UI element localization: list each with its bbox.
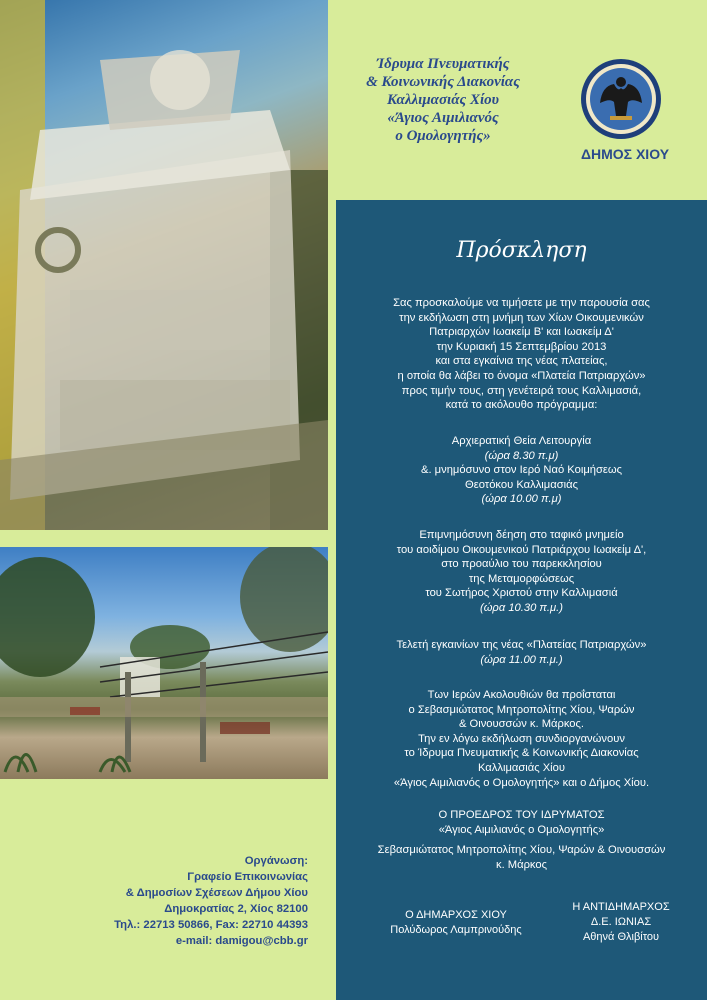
organization-email[interactable]: e-mail: damigou@cbb.gr (175, 935, 308, 947)
president-foundation: «Άγιος Αιμιλιανός ο Ομολογητής» (438, 823, 605, 836)
president-name: Σεβασμιώτατος Μητροπολίτης Χίου, Ψαρών & Οινουσσών (377, 844, 666, 857)
municipality-name: ΔΗΜΟΣ ΧΙΟΥ (580, 146, 670, 162)
president-name: κ. Μάρκος (495, 858, 548, 871)
municipality-logo (580, 58, 662, 140)
square-photo (0, 547, 328, 779)
intro-line: Πατριαρχών Ιωακείμ Β' και Ιωακείμ Δ' (429, 326, 614, 339)
square-illustration (0, 547, 328, 779)
foundation-line: ο Ομολογητής» (395, 128, 491, 144)
invitation-heading: Πρόσκληση (456, 238, 587, 263)
presiding-line: το Ίδρυμα Πνευματικής & Κοινωνικής Διακονίας (404, 747, 639, 760)
program-time: (ώρα 8.30 π.μ) (484, 449, 559, 462)
invitation-panel (336, 200, 707, 1000)
intro-line: την εκδήλωση στη μνήμη των Χίων Οικουμενικών (399, 311, 644, 324)
presiding-line: Την εν λόγω εκδήλωση συνδιοργανώνουν (418, 732, 625, 745)
intro-line: και στα εγκαίνια της νέας πλατείας, (435, 355, 608, 368)
organization-label: Οργάνωση: (244, 855, 308, 867)
program-line: της Μεταμορφώσεως (468, 572, 575, 585)
program-time: (ώρα 10.00 π.μ) (481, 493, 562, 506)
foundation-line: & Κοινωνικής Διακονίας (366, 74, 520, 90)
monument-illustration (0, 0, 328, 530)
presiding-line: Των Ιερών Ακολουθιών θα προΐσταται (427, 689, 616, 701)
program-memorial (336, 528, 707, 616)
program-line: του Σωτήρος Χριστού στην Καλλιμασιά (425, 587, 618, 600)
intro-line: προς τιμήν τους, στη γενέτειρά τους Καλλιμασιά, (401, 384, 642, 397)
organization-phone: Τηλ.: 22713 50866, Fax: 22710 44393 (114, 919, 308, 931)
program-line: Τελετή εγκαινίων της νέας «Πλατείας Πατριαρχών» (396, 639, 647, 651)
deputy-mayor-title: Η ΑΝΤΙΔΗΜΑΡΧΟΣ (572, 901, 670, 913)
foundation-line: «Άγιος Αιμιλιανός (387, 110, 499, 126)
program-line: Θεοτόκου Καλλιμασιάς (465, 478, 578, 491)
program-liturgy (336, 434, 707, 507)
program-line: του αοιδίμου Οικουμενικού Πατριάρχου Ιωακείμ Δ', (396, 543, 647, 556)
intro-line: η οποία θα λάβει το όνομα «Πλατεία Πατριαρχών» (397, 369, 646, 382)
foundation-line: Καλλιμασιάς Χίου (387, 92, 499, 108)
president-signature (336, 808, 707, 872)
foundation-title (337, 55, 549, 145)
intro-line: την Κυριακή 15 Σεπτεμβρίου 2013 (436, 340, 607, 353)
monument-photo (0, 0, 328, 530)
organization-address: Δημοκρατίας 2, Χίος 82100 (164, 903, 308, 915)
presiding-line: Καλλιμασιάς Χίου (477, 761, 566, 774)
program-time: (ώρα 11.00 π.μ.) (480, 653, 563, 666)
organization-line: Γραφείο Επικοινωνίας (187, 871, 308, 883)
mayor-title: Ο ΔΗΜΑΡΧΟΣ ΧΙΟΥ (405, 909, 507, 921)
invitation-intro (336, 296, 707, 413)
presiding-text (336, 688, 707, 790)
deputy-mayor-name: Αθηνά Θλιβίτου (582, 931, 660, 943)
intro-line: κατά το ακόλουθο πρόγραμμα: (445, 399, 598, 412)
mayor-signature (376, 908, 536, 938)
presiding-line: «Άγιος Αιμιλιανός ο Ομολογητής» και ο Δήμος Χίου. (393, 776, 650, 789)
program-time: (ώρα 10.30 π.μ.) (479, 601, 563, 614)
organization-line: & Δημοσίων Σχέσεων Δήμου Χίου (125, 887, 308, 899)
deputy-mayor-unit: Δ.Ε. ΙΩΝΙΑΣ (590, 916, 652, 928)
president-title: Ο ΠΡΟΕΔΡΟΣ ΤΟΥ ΙΔΡΥΜΑΤΟΣ (438, 809, 605, 821)
deputy-mayor-signature (546, 900, 696, 945)
program-line: Επιμνημόσυνη δέηση στο ταφικό μνημείο (419, 529, 624, 541)
program-line: στο προαύλιο του παρεκκλησίου (441, 558, 602, 571)
presiding-line: ο Σεβασμιώτατος Μητροπολίτης Χίου, Ψαρών (408, 703, 635, 716)
intro-line: Σας προσκαλούμε να τιμήσετε με την παρουσία σας (393, 297, 650, 309)
foundation-line: Ίδρυμα Πνευματικής (376, 56, 510, 72)
program-line: &. μνημόσυνο στον Ιερό Ναό Κοιμήσεως (420, 464, 623, 477)
mayor-name: Πολύδωρος Λαμπρινούδης (390, 924, 522, 936)
program-inauguration (336, 638, 707, 667)
organization-contact (48, 853, 308, 949)
program-line: Αρχιερατική Θεία Λειτουργία (451, 435, 592, 447)
presiding-line: & Οινουσσών κ. Μάρκος. (458, 718, 585, 731)
